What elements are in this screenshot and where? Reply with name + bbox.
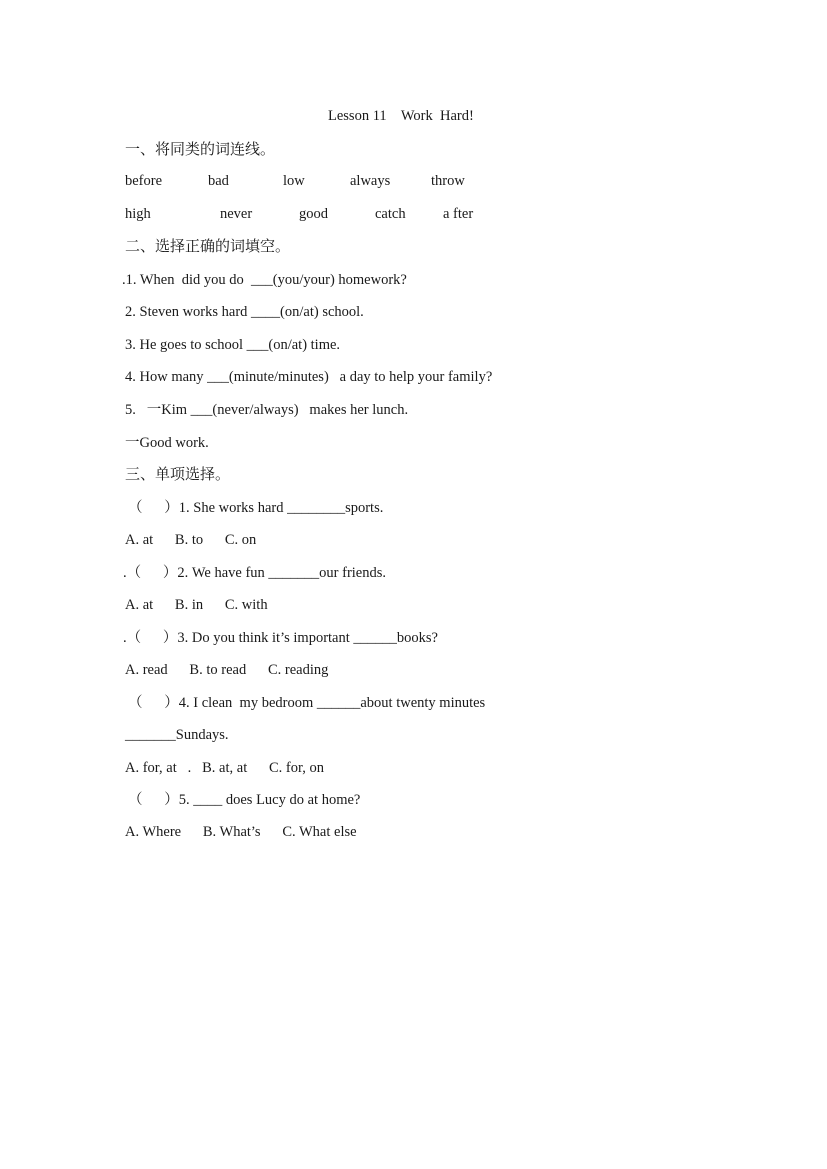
word-after: a fter xyxy=(443,206,474,222)
choice-question-5: （ ）5. ____ does Lucy do at home? xyxy=(128,792,361,808)
word-never: never xyxy=(220,206,253,222)
word-good: good xyxy=(299,206,328,222)
choice-options-1: A. at B. to C. on xyxy=(125,532,257,548)
word-catch: catch xyxy=(375,206,406,222)
fill-item-1: .1. When did you do ___(you/your) homework? xyxy=(122,272,407,288)
page-title: Lesson 11 Work Hard! xyxy=(328,108,474,124)
choice-question-4-cont: _______Sundays. xyxy=(125,727,229,743)
fill-item-3: 3. He goes to school ___(on/at) time. xyxy=(125,337,341,353)
choice-question-4: （ ）4. I clean my bedroom ______about twenty minutes xyxy=(128,695,486,711)
choice-question-1: （ ）1. She works hard ________sports. xyxy=(128,500,384,516)
word-bad: bad xyxy=(208,173,229,189)
word-before: before xyxy=(125,173,163,189)
fill-item-5-reply: 一Good work. xyxy=(125,435,209,451)
fill-item-2: 2. Steven works hard ____(on/at) school. xyxy=(125,304,364,320)
choice-question-3: .（ ）3. Do you think it’s important ______books? xyxy=(123,630,438,646)
fill-item-4: 4. How many ___(minute/minutes) a day to help your family? xyxy=(125,369,493,385)
word-always: always xyxy=(350,173,391,189)
section-1-heading: 一、将同类的词连线。 xyxy=(125,140,276,158)
word-throw: throw xyxy=(431,173,465,189)
word-low: low xyxy=(283,173,305,189)
fill-item-5: 5. 一Kim ___(never/always) makes her lunch. xyxy=(125,402,409,418)
section-2-heading: 二、选择正确的词填空。 xyxy=(125,237,291,255)
choice-options-3: A. read B. to read C. reading xyxy=(125,662,329,678)
choice-question-2: .（ ）2. We have fun _______our friends. xyxy=(123,565,387,581)
choice-options-4: A. for, at . B. at, at C. for, on xyxy=(125,760,324,776)
word-high: high xyxy=(125,206,151,222)
choice-options-2: A. at B. in C. with xyxy=(125,597,268,613)
choice-options-5: A. Where B. What’s C. What else xyxy=(125,824,357,840)
section-3-heading: 三、单项选择。 xyxy=(125,465,231,483)
